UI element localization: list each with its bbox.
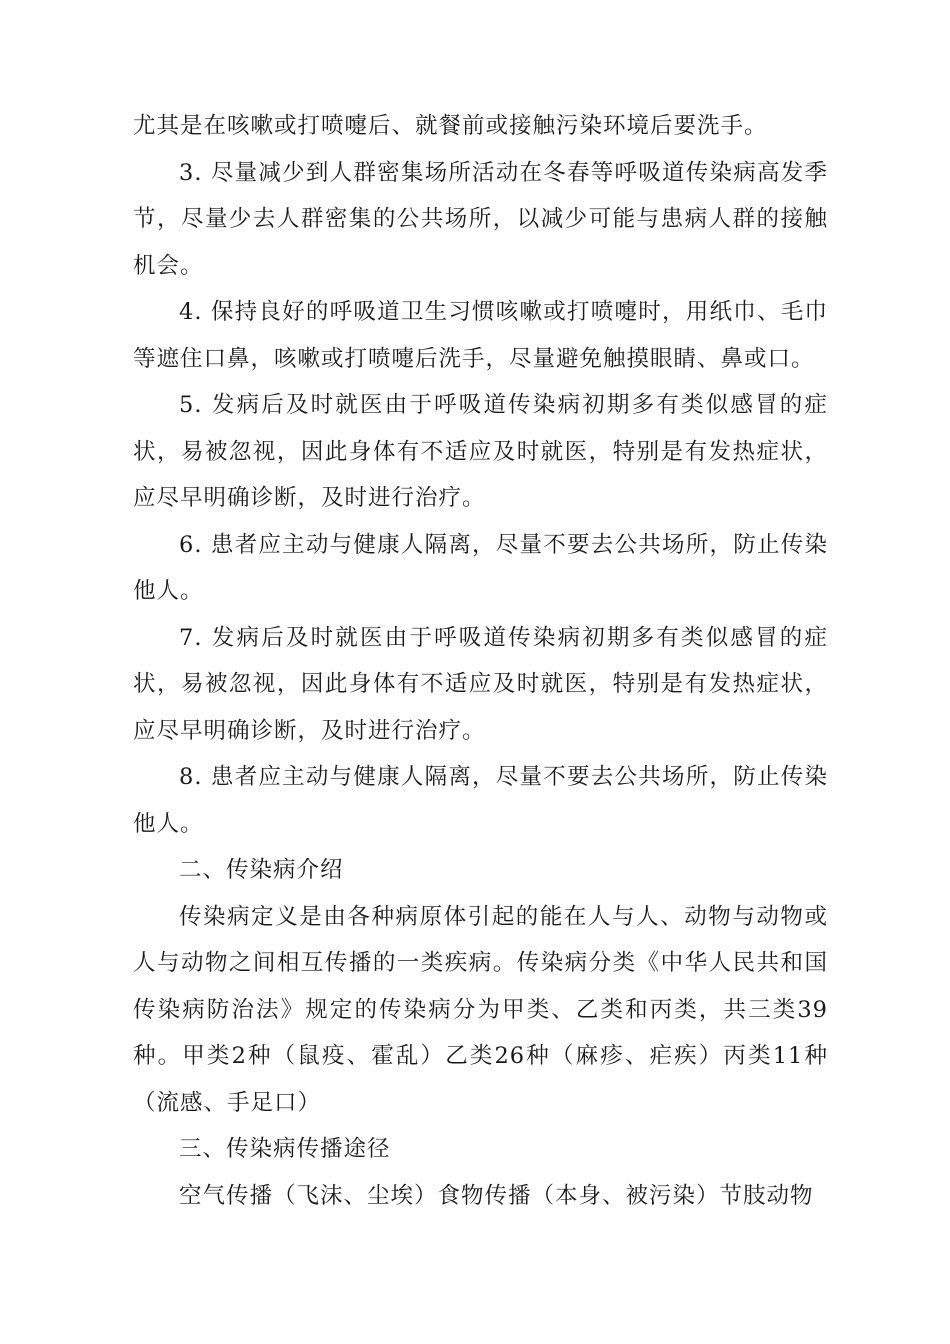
paragraph-item-8: 8. 患者应主动与健康人隔离，尽量不要去公共场所，防止传染他人。 — [133, 764, 828, 837]
paragraph-transmission-routes: 空气传播（飞沫、尘埃）食物传播（本身、被污染）节肢动物 — [179, 1182, 814, 1209]
section-heading-3: 三、传染病传播途径 — [179, 1136, 391, 1162]
document-body — [133, 103, 828, 1219]
section-heading-2: 二、传染病介绍 — [179, 857, 344, 883]
paragraph-item-5: 5. 发病后及时就医由于呼吸道传染病初期多有类似感冒的症状，易被忽视，因此身体有不适应及时就医，特别是有发热症状，应尽早明确诊断，及时进行治疗。 — [133, 392, 828, 511]
paragraph-item-4: 4. 保持良好的呼吸道卫生习惯咳嗽或打喷嚏时，用纸巾、毛巾等遮住口鼻，咳嗽或打喷嚏后洗手，尽量避免触摸眼睛、鼻或口。 — [133, 299, 828, 372]
paragraph-disease-definition: 传染病定义是由各种病原体引起的能在人与人、动物与动物或人与动物之间相互传播的一类疾病。传染病分类《中华人民共和国传染病防治法》规定的传染病分为甲类、乙类和丙类，共三类39种。甲类2种（鼠疫、霍乱）乙类26种（麻疹、疟疾）丙类11种（流感、手足口） — [133, 903, 828, 1116]
paragraph-item-6: 6. 患者应主动与健康人隔离，尽量不要去公共场所，防止传染他人。 — [133, 531, 828, 604]
paragraph-item-3: 3. 尽量减少到人群密集场所活动在冬春等呼吸道传染病高发季节，尽量少去人群密集的公共场所，以减少可能与患病人群的接触机会。 — [133, 159, 828, 279]
paragraph-handwashing-continued: 尤其是在咳嗽或打喷嚏后、就餐前或接触污染环境后要洗手。 — [133, 113, 768, 139]
paragraph-item-7: 7. 发病后及时就医由于呼吸道传染病初期多有类似感冒的症状，易被忽视，因此身体有不适应及时就医，特别是有发热症状，应尽早明确诊断，及时进行治疗。 — [133, 624, 828, 744]
